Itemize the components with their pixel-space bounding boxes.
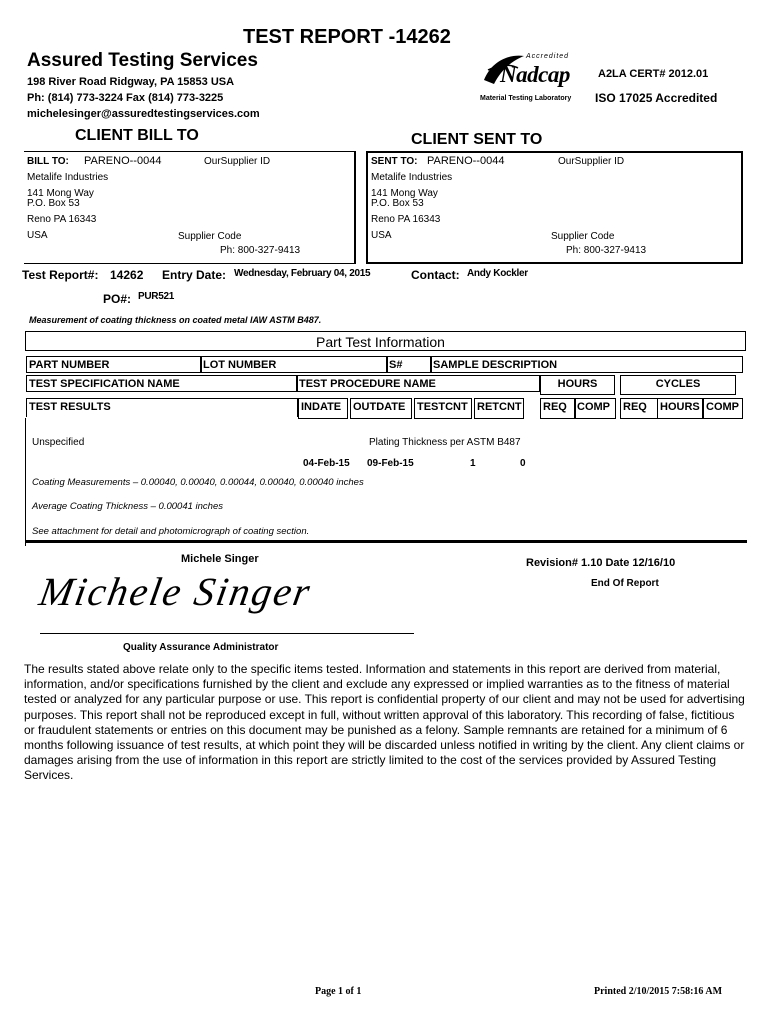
col-part-number: PART NUMBER — [26, 356, 202, 373]
average-coating: Average Coating Thickness – 0.00041 inches — [32, 501, 224, 512]
col-sample-description: SAMPLE DESCRIPTION — [430, 356, 743, 373]
result-spec: Unspecified — [32, 437, 85, 448]
col-hours-req: REQ — [540, 398, 576, 419]
col-retcnt: RETCNT — [474, 398, 524, 419]
bill-to-supplier-code: Supplier Code — [178, 231, 242, 242]
lab-name: Assured Testing Services — [27, 50, 258, 71]
col-hours-comp: COMP — [574, 398, 616, 419]
bill-to-pareno: PARENO--0044 — [84, 155, 162, 167]
sent-to-street: 141 Mong Way — [371, 188, 438, 199]
lab-phone: Ph: (814) 773-3224 Fax (814) 773-3225 — [27, 92, 224, 104]
col-test-procedure-name: TEST PROCEDURE NAME — [296, 375, 540, 392]
printed-timestamp: Printed 2/10/2015 7:58:16 AM — [594, 986, 723, 997]
bill-to-street: 141 Mong Way — [27, 188, 94, 199]
col-cycles: CYCLES — [620, 375, 736, 395]
sent-to-pobox: P.O. Box 53 — [371, 198, 424, 209]
col-test-spec-name: TEST SPECIFICATION NAME — [26, 375, 298, 392]
bill-to-city: Reno PA 16343 — [27, 214, 97, 225]
report-number: 14262 — [110, 268, 144, 282]
handwritten-signature: Michele Singer — [36, 569, 316, 614]
bill-to-label: BILL TO: — [27, 156, 69, 167]
cert-number: A2LA CERT# 2012.01 — [598, 68, 709, 80]
report-number-label: Test Report#: — [22, 268, 99, 282]
col-testcnt: TESTCNT — [414, 398, 472, 419]
col-lot-number: LOT NUMBER — [200, 356, 388, 373]
po-number: PUR521 — [138, 291, 174, 302]
iso-accreditation: ISO 17025 Accredited — [595, 91, 718, 105]
coating-measurements: Coating Measurements – 0.00040, 0.00040, 0.00044, 0.00040, 0.00040 inches — [32, 477, 364, 488]
revision: Revision# 1.10 Date 12/16/10 — [526, 557, 676, 569]
attachment-note: See attachment for detail and photomicrograph of coating section. — [32, 526, 310, 537]
entry-date-label: Entry Date: — [162, 268, 227, 282]
results-left-border — [25, 418, 26, 546]
col-outdate: OUTDATE — [350, 398, 412, 419]
col-serial: S# — [386, 356, 432, 373]
bill-to-supplier-id: OurSupplier ID — [204, 156, 271, 167]
measurement-note: Measurement of coating thickness on coated metal IAW ASTM B487. — [29, 315, 322, 325]
results-bottom-rule — [25, 540, 747, 543]
po-label: PO#: — [103, 292, 132, 306]
bill-to-country: USA — [27, 230, 48, 241]
sent-to-heading: CLIENT SENT TO — [411, 131, 543, 148]
col-hours: HOURS — [540, 375, 615, 395]
lab-email: michelesinger@assuredtestingservices.com — [27, 108, 260, 120]
sent-to-city: Reno PA 16343 — [371, 214, 441, 225]
result-indate: 04-Feb-15 — [303, 458, 350, 469]
bill-to-company: Metalife Industries — [27, 172, 109, 183]
col-test-results: TEST RESULTS — [26, 398, 298, 417]
result-testcnt: 1 — [470, 458, 476, 469]
sent-to-phone: Ph: 800-327-9413 — [566, 245, 647, 256]
signer-role: Quality Assurance Administrator — [123, 642, 279, 653]
page-number: Page 1 of 1 — [315, 986, 362, 997]
result-outdate: 09-Feb-15 — [367, 458, 414, 469]
result-procedure: Plating Thickness per ASTM B487 — [369, 437, 521, 448]
bill-to-heading: CLIENT BILL TO — [75, 127, 199, 144]
lab-address: 198 River Road Ridgway, PA 15853 USA — [27, 76, 235, 88]
end-of-report: End Of Report — [591, 578, 659, 589]
result-retcnt: 0 — [520, 458, 526, 469]
contact-label: Contact: — [411, 268, 460, 282]
signature-line — [40, 633, 414, 634]
col-cycles-req: REQ — [620, 398, 658, 419]
sent-to-company: Metalife Industries — [371, 172, 453, 183]
sent-to-supplier-id: OurSupplier ID — [558, 156, 625, 167]
signer-name: Michele Singer — [181, 553, 259, 565]
contact-name: Andy Kockler — [467, 268, 528, 279]
nadcap-caption: Material Testing Laboratory — [480, 95, 572, 102]
sent-to-country: USA — [371, 230, 392, 241]
col-cycles-comp: COMP — [703, 398, 743, 419]
sent-to-pareno: PARENO--0044 — [427, 155, 505, 167]
bill-to-pobox: P.O. Box 53 — [27, 198, 80, 209]
bill-to-phone: Ph: 800-327-9413 — [220, 245, 301, 256]
nadcap-small-text: Accredited — [526, 53, 570, 60]
col-indate: INDATE — [298, 398, 348, 419]
sent-to-label: SENT TO: — [371, 156, 418, 167]
entry-date: Wednesday, February 04, 2015 — [234, 268, 371, 279]
report-title: TEST REPORT -14262 — [243, 26, 451, 48]
col-cycles-hours: HOURS — [657, 398, 703, 419]
part-info-title: Part Test Information — [316, 334, 445, 350]
sent-to-supplier-code: Supplier Code — [551, 231, 615, 242]
nadcap-wordmark: Nadcap — [500, 62, 570, 87]
disclaimer: The results stated above relate only to the specific items tested. Information and statements in this report are derived from material, information, and/or specifications furnished by the client and exclude any expressed or implied warranties as to the fitness of material tested or analyzed for any particular purpose or use. This report is confidential property of our client and may not be used for advertising purposes. This report shall not be reproduced except in full, without written approval of this laboratory. This recording of false, fictitious or fraudulent statements or entries on this document may be punished as a felony. Sample remnants are retained for a minimum of 6 months following issuance of test results, at which point they will be discarded unless notified in writing by the client. Any client claims or damages arising from the use of information in this report are strictly limited to the cost of the services provided by Assured Testing Services. — [24, 662, 745, 783]
